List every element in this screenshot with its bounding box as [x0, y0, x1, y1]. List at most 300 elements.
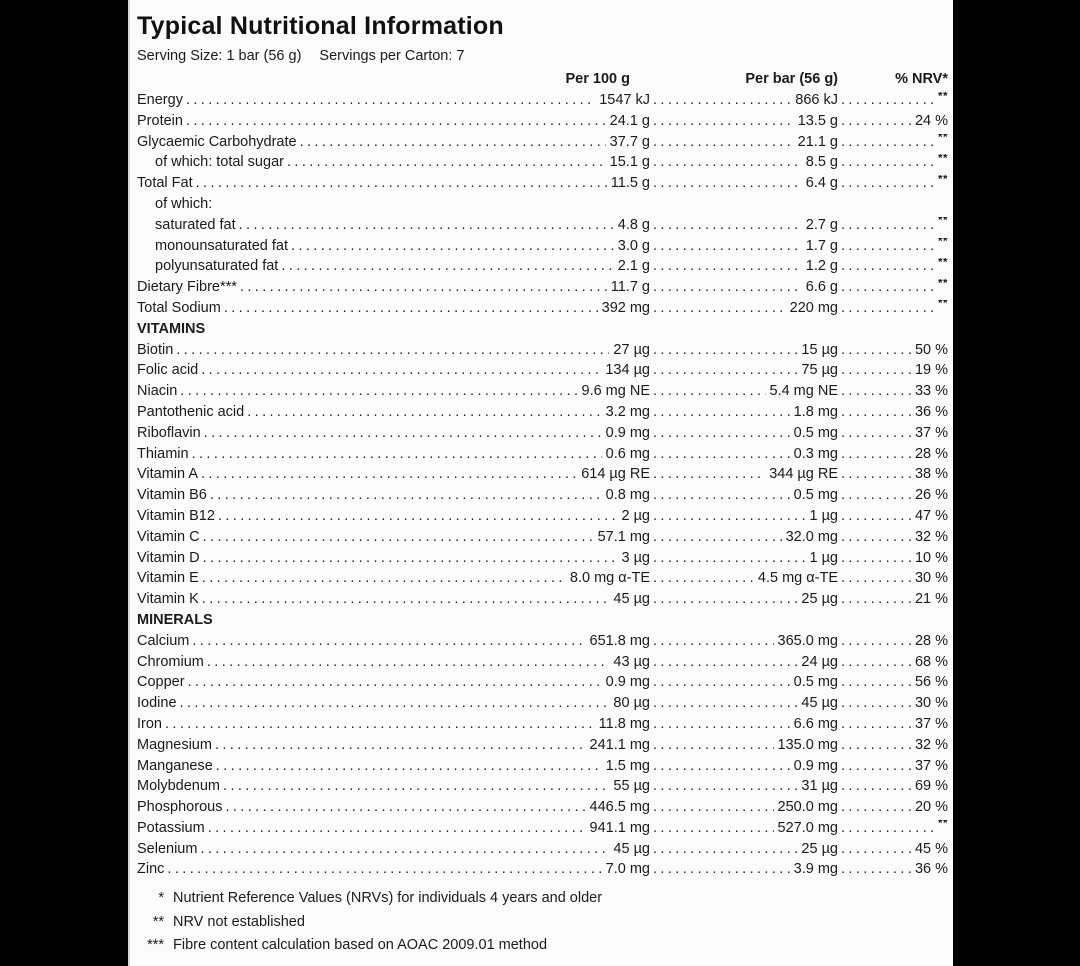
row-label: Total Fat — [137, 175, 193, 192]
nutrient-value: 134 µg — [605, 362, 650, 379]
row-label: Manganese — [137, 757, 213, 774]
dot-leader — [653, 92, 791, 108]
dot-leader — [653, 570, 754, 586]
nutrient-value: 2.1 g — [617, 258, 650, 275]
column-header-nrv: % NRV* — [895, 71, 948, 87]
table-row — [137, 841, 948, 862]
nutrient-value: 24 µg — [801, 653, 838, 670]
dot-leader — [653, 362, 797, 378]
nutrient-value: 0.9 mg — [793, 757, 838, 774]
dot-leader — [653, 279, 802, 295]
nutrition-table — [137, 92, 948, 882]
dot-leader — [196, 175, 607, 191]
table-row — [137, 196, 948, 217]
row-label: Vitamin D — [137, 549, 200, 566]
dot-leader — [841, 154, 934, 170]
value-cell — [204, 654, 650, 670]
nutrient-value: 6.4 g — [805, 175, 838, 192]
value-cell — [162, 716, 650, 732]
nutrient-value: 0.6 mg — [605, 445, 650, 462]
dot-leader — [281, 258, 613, 274]
dot-leader — [204, 425, 602, 441]
dot-leader — [165, 716, 595, 732]
footnote-marker: * — [158, 890, 164, 907]
table-row — [137, 258, 948, 279]
nutrient-value: 5.4 mg NE — [769, 383, 838, 400]
nrv-cell — [838, 154, 948, 170]
nutrient-value: 1.2 g — [805, 258, 838, 275]
table-row — [137, 362, 948, 383]
nrv-value: 50 % — [914, 341, 948, 358]
dot-leader — [841, 113, 911, 129]
row-label: Calcium — [137, 632, 190, 649]
table-row — [137, 861, 948, 882]
value-cell — [650, 737, 838, 753]
nrv-cell — [838, 633, 948, 649]
dot-leader — [841, 300, 934, 316]
row-label: Vitamin E — [137, 570, 199, 587]
table-row — [137, 570, 948, 591]
nrv-cell — [838, 570, 948, 586]
nutrient-value: 220 mg — [789, 299, 838, 316]
nrv-value: 37 % — [914, 757, 948, 774]
table-row — [137, 633, 948, 654]
dot-leader — [653, 466, 765, 482]
nutrient-value: 1547 kJ — [599, 92, 650, 108]
value-cell — [650, 92, 838, 108]
nutrient-value: 45 µg — [613, 840, 650, 857]
page-title: Typical Nutritional Information — [137, 12, 504, 40]
dot-leader — [841, 446, 911, 462]
footnote-row — [137, 911, 948, 935]
column-header-per-100g: Per 100 g — [565, 71, 630, 87]
nrv-cell — [838, 134, 948, 150]
nrv-value: 30 % — [914, 695, 948, 712]
value-cell — [177, 383, 650, 399]
value-cell — [650, 508, 838, 524]
table-row — [137, 92, 948, 113]
dot-leader — [653, 342, 797, 358]
dot-leader — [841, 383, 911, 399]
dot-leader — [208, 820, 586, 836]
nutrient-value: 24.1 g — [609, 112, 650, 129]
value-cell — [201, 425, 650, 441]
nrv-value: ** — [938, 154, 948, 165]
dot-leader — [653, 654, 797, 670]
dot-leader — [841, 258, 934, 274]
nrv-value: 24 % — [914, 112, 948, 129]
nutrient-value: 8.0 mg α-TE — [569, 570, 650, 587]
dot-leader — [841, 487, 911, 503]
value-cell — [183, 113, 650, 129]
nrv-cell — [838, 217, 948, 233]
nrv-cell — [838, 113, 948, 129]
dot-leader — [203, 550, 618, 566]
dot-leader — [653, 154, 802, 170]
row-label: Copper — [137, 674, 185, 691]
nrv-value: 36 % — [914, 403, 948, 420]
value-cell — [650, 134, 838, 150]
nutrient-value: 25 µg — [801, 591, 838, 608]
dot-leader — [653, 113, 794, 129]
table-row — [137, 134, 948, 155]
nrv-cell — [838, 487, 948, 503]
nutrient-value: 241.1 mg — [589, 736, 650, 753]
table-row — [137, 466, 948, 487]
nrv-cell — [838, 175, 948, 191]
value-cell — [650, 279, 838, 295]
value-cell — [278, 258, 650, 274]
nutrient-value: 527.0 mg — [777, 819, 838, 836]
nutrient-value: 0.5 mg — [793, 487, 838, 504]
dot-leader — [841, 362, 911, 378]
nrv-value: 69 % — [914, 778, 948, 795]
nutrient-value: 45 µg — [613, 591, 650, 608]
nutrient-value: 0.5 mg — [793, 674, 838, 691]
nutrient-value: 31 µg — [801, 778, 838, 795]
row-label: saturated fat — [155, 216, 236, 233]
nutrition-label-panel — [128, 0, 953, 966]
nrv-cell — [838, 362, 948, 378]
row-label: Glycaemic Carbohydrate — [137, 133, 297, 150]
row-label: Protein — [137, 112, 183, 129]
table-row — [137, 383, 948, 404]
row-label: monounsaturated fat — [155, 237, 289, 254]
dot-leader — [215, 737, 586, 753]
row-label: Vitamin B6 — [137, 487, 207, 504]
footnotes — [137, 887, 948, 958]
nutrient-value: 57.1 mg — [597, 528, 650, 545]
dot-leader — [653, 258, 802, 274]
dot-leader — [841, 404, 911, 420]
value-cell — [213, 758, 650, 774]
nutrient-value: 2 µg — [621, 507, 650, 524]
dot-leader — [653, 425, 790, 441]
nutrient-value: 3.0 g — [617, 237, 650, 254]
dot-leader — [653, 404, 790, 420]
nrv-cell — [838, 674, 948, 690]
dot-leader — [240, 279, 607, 295]
value-cell — [650, 217, 838, 233]
table-row — [137, 737, 948, 758]
nutrient-value: 6.6 mg — [793, 715, 838, 732]
nutrient-value: 43 µg — [613, 653, 650, 670]
nutrient-value: 344 µg RE — [769, 466, 838, 483]
nrv-cell — [838, 591, 948, 607]
value-cell — [650, 820, 838, 836]
nrv-cell — [838, 529, 948, 545]
nutrient-value: 392 mg — [601, 299, 650, 316]
value-cell — [237, 279, 650, 295]
value-cell — [650, 654, 838, 670]
dot-leader — [841, 466, 911, 482]
value-cell — [297, 134, 650, 150]
nrv-value: 19 % — [914, 362, 948, 379]
nutrient-value: 1.8 mg — [793, 403, 838, 420]
value-cell — [650, 425, 838, 441]
nrv-cell — [838, 446, 948, 462]
nutrient-value: 7.0 mg — [605, 861, 650, 878]
row-label: Pantothenic acid — [137, 403, 245, 420]
nrv-value: ** — [938, 216, 948, 228]
nutrient-value: 15 µg — [801, 341, 838, 358]
dot-leader — [653, 238, 802, 254]
footnote-text: NRV not established — [173, 913, 305, 930]
dot-leader — [167, 861, 601, 877]
value-cell — [221, 300, 650, 316]
dot-leader — [841, 758, 911, 774]
nrv-value: 56 % — [914, 674, 948, 691]
dot-leader — [841, 841, 911, 857]
nrv-cell — [838, 861, 948, 877]
dot-leader — [653, 446, 790, 462]
value-cell — [207, 487, 650, 503]
nrv-value: 47 % — [914, 507, 948, 524]
dot-leader — [841, 529, 911, 545]
nrv-cell — [838, 279, 948, 295]
dot-leader — [841, 508, 911, 524]
nrv-cell — [838, 425, 948, 441]
value-cell — [650, 570, 838, 586]
row-label: Riboflavin — [137, 424, 201, 441]
value-cell — [183, 92, 650, 108]
dot-leader — [202, 570, 566, 586]
footnote-row — [137, 887, 948, 911]
dot-leader — [841, 591, 911, 607]
table-row — [137, 154, 948, 175]
table-row — [137, 487, 948, 508]
section-header — [137, 321, 948, 342]
nutrient-value: 4.5 mg α-TE — [757, 570, 838, 587]
value-cell — [650, 674, 838, 690]
nutrient-value: 75 µg — [801, 362, 838, 379]
value-cell — [199, 591, 650, 607]
nutrient-value: 6.6 g — [805, 279, 838, 296]
dot-leader — [653, 820, 774, 836]
table-row — [137, 217, 948, 238]
nrv-value: 38 % — [914, 466, 948, 483]
table-row — [137, 446, 948, 467]
value-cell — [212, 737, 650, 753]
value-cell — [197, 841, 650, 857]
nrv-value: 30 % — [914, 570, 948, 587]
table-row — [137, 758, 948, 779]
nrv-value: 10 % — [914, 549, 948, 566]
nutrient-value: 135.0 mg — [777, 736, 838, 753]
dot-leader — [653, 591, 797, 607]
nrv-cell — [838, 238, 948, 254]
nutrient-value: 0.9 mg — [605, 424, 650, 441]
nutrient-value: 1 µg — [809, 507, 838, 524]
dot-leader — [653, 550, 805, 566]
value-cell — [185, 674, 650, 690]
dot-leader — [201, 466, 577, 482]
table-row — [137, 654, 948, 675]
table-row — [137, 342, 948, 363]
row-label: polyunsaturated fat — [155, 258, 279, 275]
nutrient-value: 8.5 g — [805, 154, 838, 171]
nutrient-value: 45 µg — [801, 695, 838, 712]
nutrient-value: 1 µg — [809, 549, 838, 566]
row-label: Iron — [137, 715, 162, 732]
table-column-headers — [137, 71, 948, 92]
dot-leader — [841, 737, 911, 753]
dot-leader — [653, 487, 790, 503]
value-cell — [288, 238, 650, 254]
nutrient-value: 365.0 mg — [777, 632, 838, 649]
table-row — [137, 550, 948, 571]
dot-leader — [180, 383, 577, 399]
row-label: Energy — [137, 92, 183, 108]
row-label: Total Sodium — [137, 299, 221, 316]
value-cell — [198, 466, 650, 482]
nrv-cell — [838, 716, 948, 732]
dot-leader — [653, 508, 805, 524]
dot-leader — [247, 404, 601, 420]
value-cell — [205, 820, 650, 836]
value-cell — [650, 529, 838, 545]
value-cell — [222, 799, 650, 815]
dot-leader — [841, 633, 911, 649]
dot-leader — [287, 154, 606, 170]
nrv-value: ** — [938, 819, 948, 831]
value-cell — [650, 404, 838, 420]
value-cell — [189, 633, 650, 649]
footnote-row — [137, 934, 948, 958]
value-cell — [284, 154, 650, 170]
row-label: Niacin — [137, 383, 178, 400]
footnote-text: Nutrient Reference Values (NRVs) for individuals 4 years and older — [173, 890, 603, 907]
nrv-value: ** — [938, 279, 948, 290]
dot-leader — [224, 300, 598, 316]
dot-leader — [176, 342, 609, 358]
dot-leader — [653, 841, 797, 857]
nrv-value: ** — [938, 92, 948, 103]
section-header — [137, 612, 948, 633]
row-label: Biotin — [137, 341, 174, 358]
value-cell — [650, 633, 838, 649]
table-row — [137, 404, 948, 425]
table-row — [137, 591, 948, 612]
dot-leader — [653, 778, 797, 794]
dot-leader — [203, 529, 594, 545]
table-row — [137, 238, 948, 259]
value-cell — [650, 550, 838, 566]
value-cell — [200, 529, 650, 545]
nrv-value: 33 % — [914, 383, 948, 400]
section-label: VITAMINS — [137, 320, 206, 337]
dot-leader — [653, 695, 797, 711]
table-row — [137, 799, 948, 820]
dot-leader — [653, 134, 794, 150]
value-cell — [650, 466, 838, 482]
footnote-marker: ** — [152, 913, 164, 930]
nrv-value: ** — [938, 175, 948, 186]
dot-leader — [841, 425, 911, 441]
nutrient-value: 11.5 g — [610, 175, 650, 192]
row-label: Vitamin C — [137, 528, 200, 545]
value-cell — [650, 154, 838, 170]
dot-leader — [841, 238, 934, 254]
nutrient-value: 1.5 mg — [605, 757, 650, 774]
value-cell — [650, 300, 838, 316]
dot-leader — [841, 861, 911, 877]
nrv-value: 28 % — [914, 632, 948, 649]
dot-leader — [210, 487, 602, 503]
nrv-cell — [838, 654, 948, 670]
nrv-cell — [838, 758, 948, 774]
dot-leader — [653, 674, 790, 690]
value-cell — [650, 861, 838, 877]
row-label: of which: — [155, 195, 213, 212]
dot-leader — [653, 758, 790, 774]
table-row — [137, 175, 948, 196]
column-header-per-bar: Per bar (56 g) — [745, 71, 838, 87]
nrv-cell — [838, 799, 948, 815]
dot-leader — [188, 674, 602, 690]
value-cell — [650, 487, 838, 503]
dot-leader — [653, 529, 782, 545]
value-cell — [177, 695, 650, 711]
nutrient-value: 0.8 mg — [605, 487, 650, 504]
nrv-value: 37 % — [914, 424, 948, 441]
nutrient-value: 3.2 mg — [605, 403, 650, 420]
value-cell — [220, 778, 650, 794]
label-content — [130, 12, 953, 958]
row-label: Iodine — [137, 695, 177, 712]
nutrient-value: 25 µg — [801, 840, 838, 857]
row-label: Chromium — [137, 653, 204, 670]
dot-leader — [841, 570, 911, 586]
nutrient-value: 21.1 g — [797, 133, 838, 150]
dot-leader — [223, 778, 609, 794]
value-cell — [193, 175, 650, 191]
dot-leader — [192, 446, 602, 462]
nrv-value: 45 % — [914, 840, 948, 857]
dot-leader — [841, 134, 934, 150]
nrv-value: ** — [938, 133, 948, 145]
dot-leader — [841, 217, 934, 233]
value-cell — [200, 550, 650, 566]
dot-leader — [300, 134, 606, 150]
nutrient-value: 13.5 g — [797, 112, 838, 129]
table-row — [137, 674, 948, 695]
dot-leader — [653, 716, 790, 732]
dot-leader — [841, 342, 911, 358]
value-cell — [650, 238, 838, 254]
value-cell — [650, 383, 838, 399]
table-row — [137, 300, 948, 321]
nrv-value: 20 % — [914, 799, 948, 816]
nrv-value: 37 % — [914, 715, 948, 732]
value-cell — [215, 508, 650, 524]
dot-leader — [225, 799, 585, 815]
nutrient-value: 866 kJ — [795, 92, 838, 108]
nutrient-value: 651.8 mg — [589, 632, 650, 649]
value-cell — [173, 342, 650, 358]
nutrient-value: 37.7 g — [609, 133, 650, 150]
nutrient-value: 4.8 g — [617, 216, 650, 233]
dot-leader — [216, 758, 602, 774]
nutrient-value: 3 µg — [621, 549, 650, 566]
value-cell — [650, 362, 838, 378]
dot-leader — [653, 175, 802, 191]
nrv-cell — [838, 466, 948, 482]
dot-leader — [653, 799, 774, 815]
table-row — [137, 113, 948, 134]
dot-leader — [841, 820, 934, 836]
value-cell — [650, 695, 838, 711]
